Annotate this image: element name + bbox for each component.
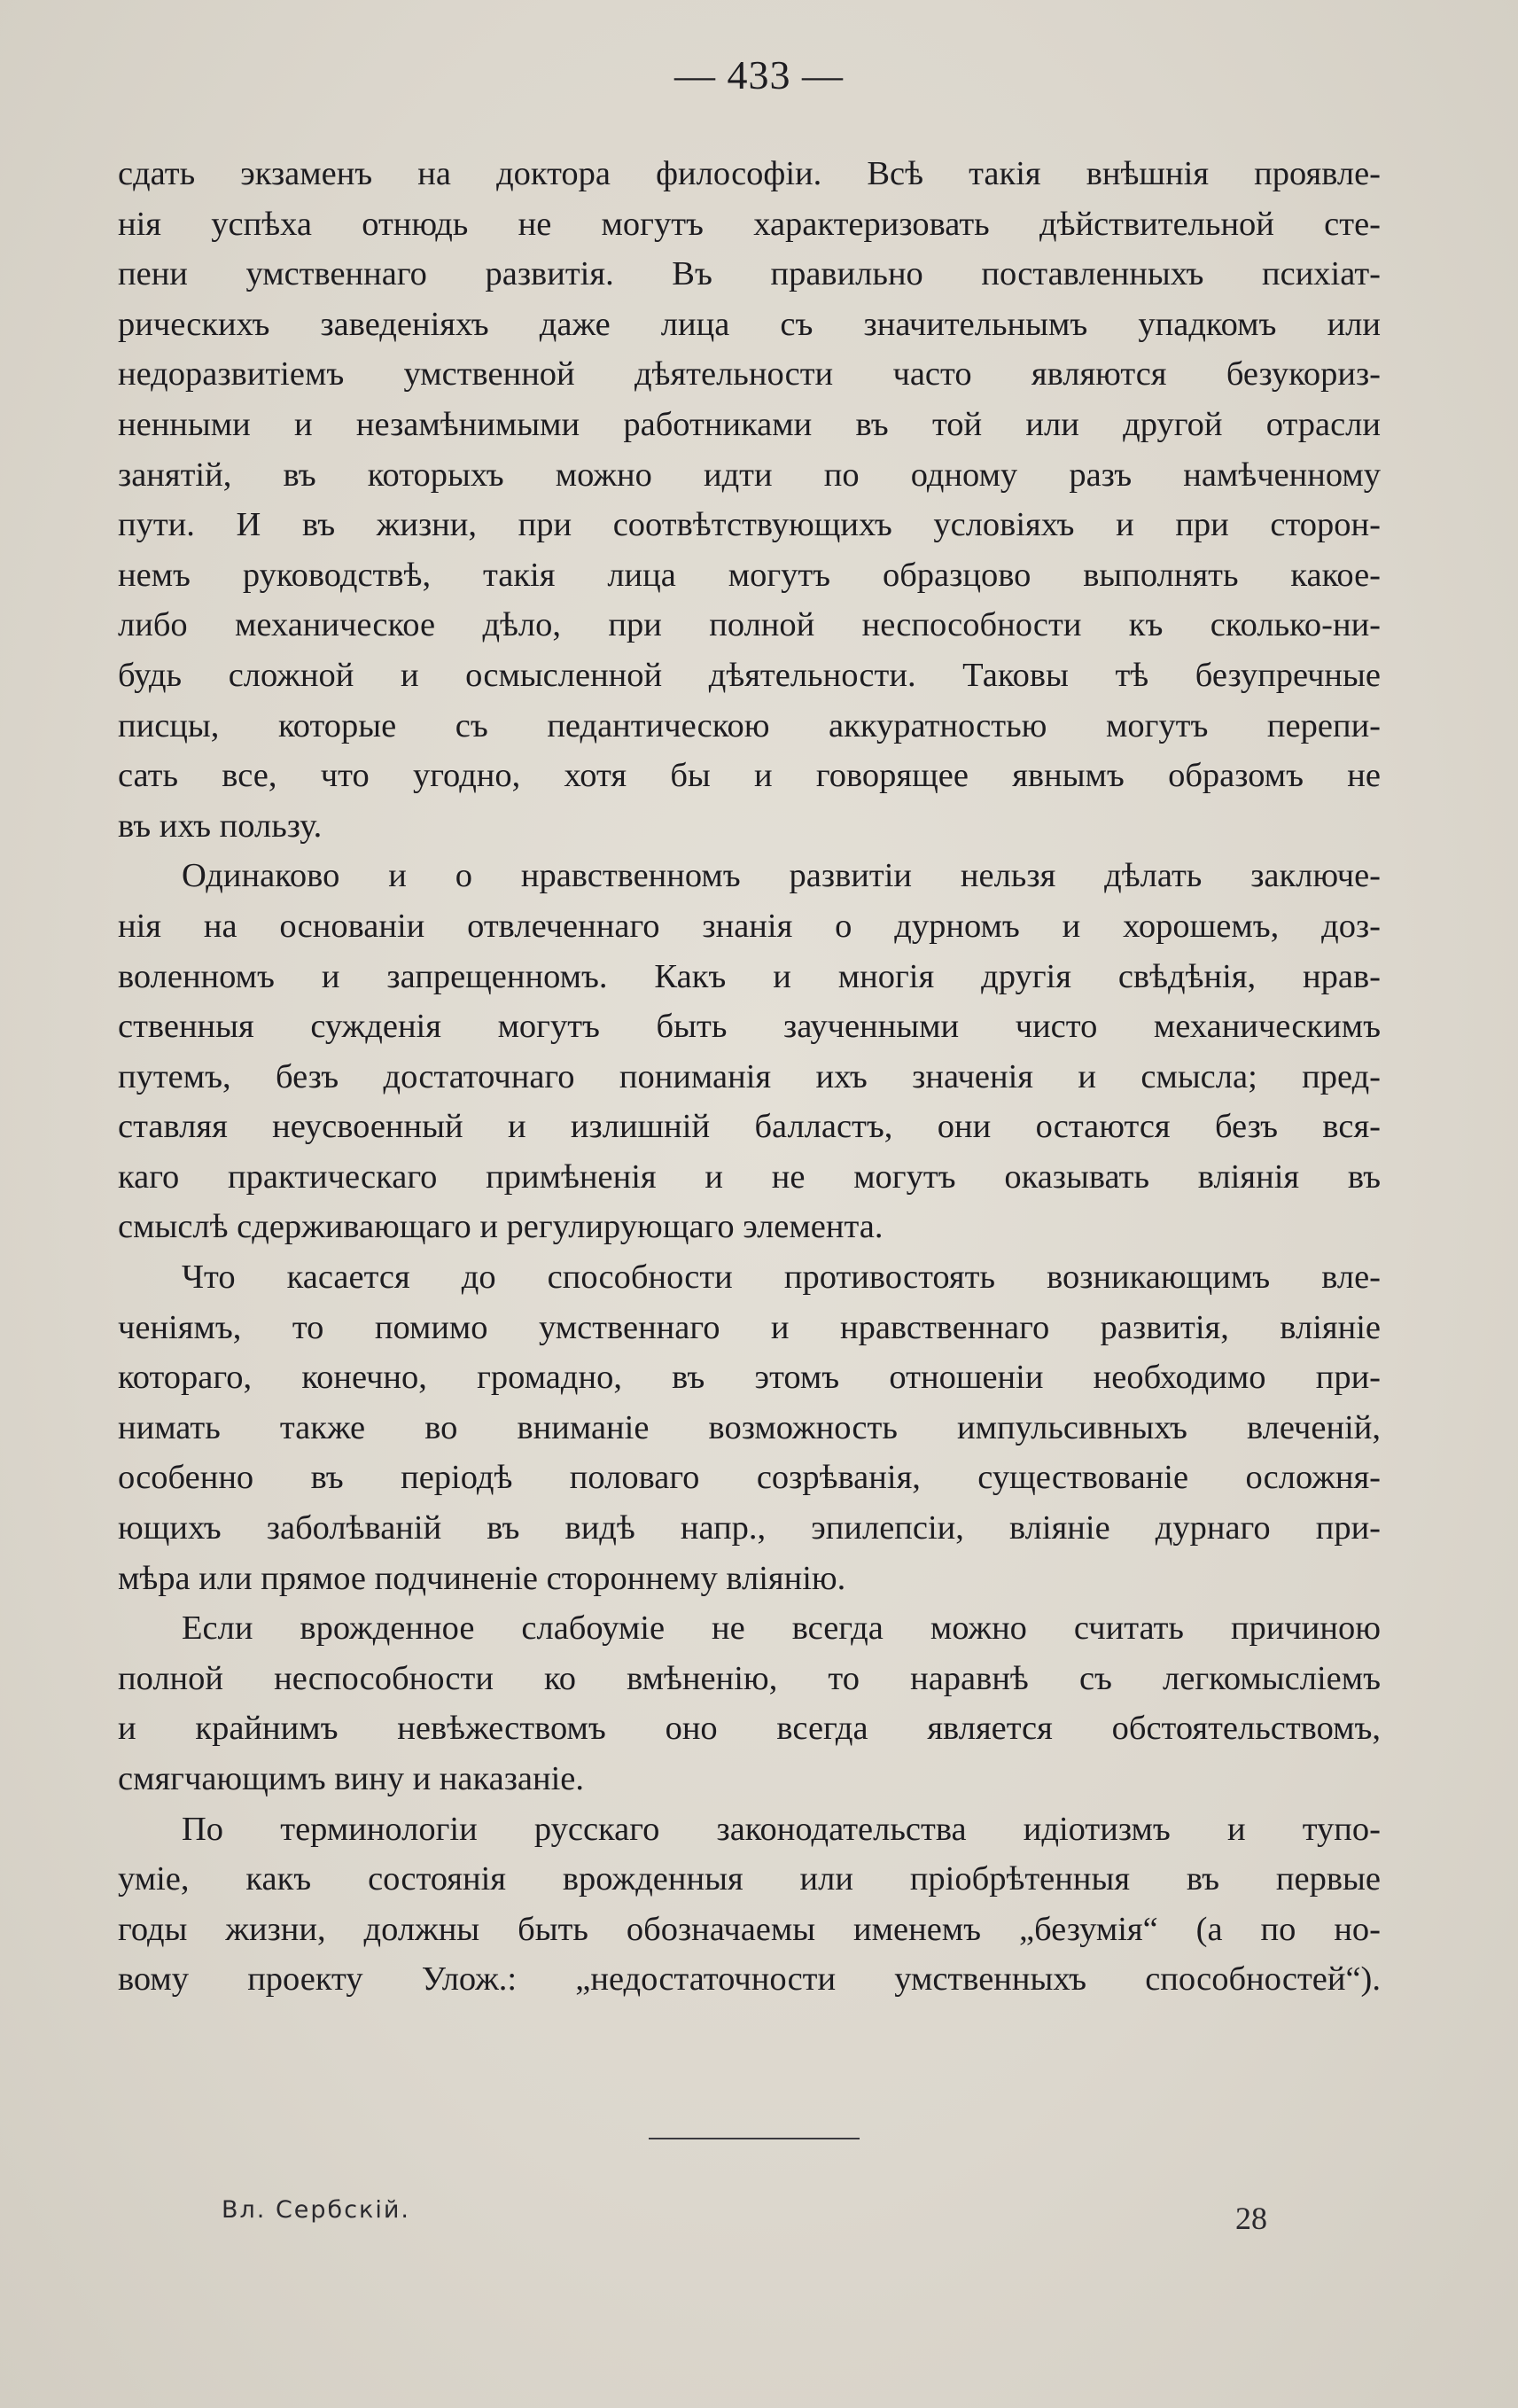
text-line: писцы, которые съ педантическою аккуратностью могутъ перепи- bbox=[118, 706, 1381, 744]
text-line: котораго, конечно, громадно, въ этомъ отношеніи необходимо при- bbox=[118, 1359, 1381, 1397]
paragraph bbox=[118, 1804, 1381, 2005]
footer-divider bbox=[649, 2138, 860, 2139]
body-text bbox=[118, 149, 1381, 2005]
paragraph bbox=[118, 1252, 1381, 1603]
text-line: По терминологіи русскаго законодательства идіотизмъ и тупо- bbox=[182, 1810, 1381, 1848]
text-line: рическихъ заведеніяхъ даже лица съ значительнымъ упадкомъ или bbox=[118, 305, 1381, 343]
text-line: нимать также во вниманіе возможность импульсивныхъ влеченій, bbox=[118, 1408, 1381, 1446]
page-number: — 433 — bbox=[674, 52, 844, 97]
text-line: ченіямъ, то помимо умственнаго и нравственнаго развитія, вліяніе bbox=[118, 1308, 1381, 1346]
text-line: Что касается до способности противостоять возникающимъ вле- bbox=[182, 1259, 1381, 1297]
text-line: сать все, что угодно, хотя бы и говорящее явнымъ образомъ не bbox=[118, 757, 1381, 795]
text-line: и крайнимъ невѣжествомъ оно всегда является обстоятельствомъ, bbox=[118, 1710, 1381, 1748]
text-line: нія на основаніи отвлеченнаго знанія о дурномъ и хорошемъ, доз- bbox=[118, 907, 1381, 945]
text-line: ставляя неусвоенный и излишній балластъ, они остаются безъ вся- bbox=[118, 1108, 1381, 1146]
text-line: воленномъ и запрещенномъ. Какъ и многія другія свѣдѣнія, нрав- bbox=[118, 957, 1381, 995]
text-line: будь сложной и осмысленной дѣятельности. Таковы тѣ безупречные bbox=[118, 656, 1381, 694]
text-line: уміе, какъ состоянія врожденныя или пріобрѣтенныя въ первые bbox=[118, 1860, 1381, 1898]
text-line: Если врожденное слабоуміе не всегда можно считать причиною bbox=[182, 1609, 1381, 1648]
text-line: особенно въ періодѣ половаго созрѣванія, существованіе осложня- bbox=[118, 1459, 1381, 1497]
text-line: недоразвитіемъ умственной дѣятельности часто являются безукориз- bbox=[118, 355, 1381, 394]
text-line: мѣра или прямое подчиненіе стороннему вліянію. bbox=[118, 1559, 846, 1597]
text-line: либо механическое дѣло, при полной неспособности къ сколько-ни- bbox=[118, 606, 1381, 644]
text-line: путемъ, безъ достаточнаго пониманія ихъ значенія и смысла; пред- bbox=[118, 1057, 1381, 1095]
text-line: смыслѣ сдерживающаго и регулирующаго элемента. bbox=[118, 1208, 884, 1246]
text-line: смягчающимъ вину и наказаніе. bbox=[118, 1760, 585, 1797]
text-line: нія успѣха отнюдь не могутъ характеризовать дѣйствительной сте- bbox=[118, 205, 1381, 243]
text-line: каго практическаго примѣненія и не могутъ оказывать вліянія въ bbox=[118, 1157, 1381, 1196]
author-signature: Вл. Сербскій. bbox=[222, 2196, 410, 2224]
text-line: годы жизни, должны быть обозначаемы именемъ „безумія“ (а по но- bbox=[118, 1910, 1381, 1948]
text-line: ненными и незамѣнимыми работниками въ той или другой отрасли bbox=[118, 405, 1381, 443]
text-line: въ ихъ пользу. bbox=[118, 807, 323, 845]
text-line: вому проекту Улож.: „недостаточности умственныхъ способностей“). bbox=[118, 1960, 1381, 1999]
text-line: немъ руководствѣ, такія лица могутъ образцово выполнять какое- bbox=[118, 556, 1381, 594]
paragraph bbox=[118, 851, 1381, 1252]
text-line: ющихъ заболѣваній въ видѣ напр., эпилепсіи, вліяніе дурнаго при- bbox=[118, 1509, 1381, 1547]
text-line: сдать экзаменъ на доктора философіи. Всѣ такія внѣшнія проявле- bbox=[118, 155, 1381, 192]
text-line: пени умственнаго развитія. Въ правильно поставленныхъ психіат- bbox=[118, 255, 1381, 293]
sheet-number: 28 bbox=[1235, 2201, 1267, 2236]
paragraph bbox=[118, 1603, 1381, 1804]
text-line: ственныя сужденія могутъ быть заученными чисто механическимъ bbox=[118, 1008, 1381, 1046]
text-line: пути. И въ жизни, при соотвѣтствующихъ условіяхъ и при сторон- bbox=[118, 506, 1381, 544]
text-line: полной неспособности ко вмѣненію, то наравнѣ съ легкомысліемъ bbox=[118, 1659, 1381, 1697]
paragraph bbox=[118, 149, 1381, 851]
text-line: занятій, въ которыхъ можно идти по одному разъ намѣченному bbox=[118, 456, 1381, 494]
text-line: Одинаково и о нравственномъ развитіи нельзя дѣлать заключе- bbox=[182, 857, 1381, 895]
